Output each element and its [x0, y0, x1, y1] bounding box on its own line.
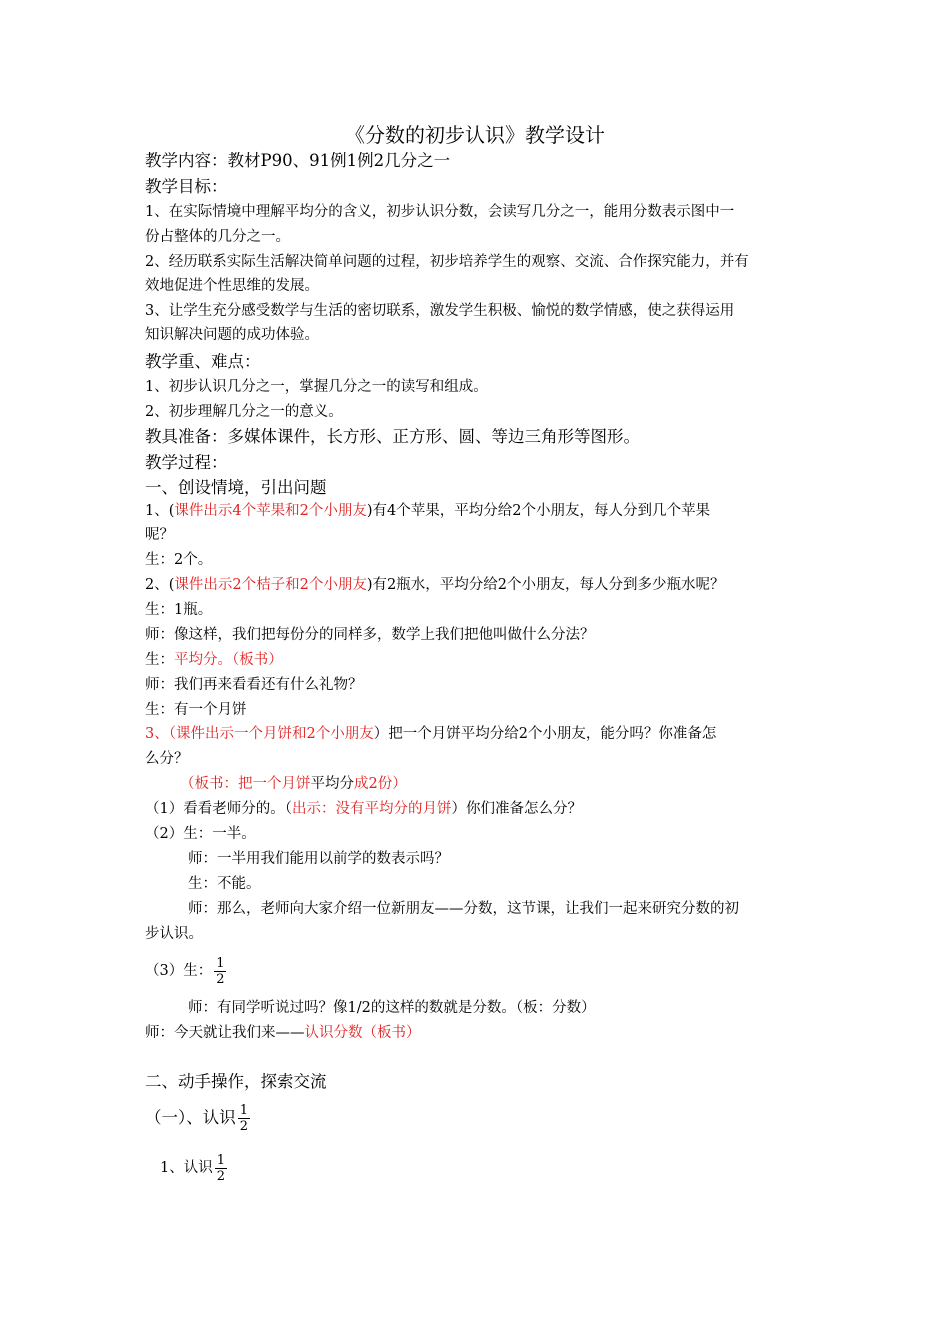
s1-question-1-cont: 呢？ — [145, 527, 174, 543]
s1-q1-red: 课件出示4个苹果和2个小朋友 — [174, 503, 367, 519]
fraction-one-half — [214, 956, 226, 987]
goal-2-line-2: 效地促进个性思维的发展。 — [145, 278, 319, 294]
fraction-one-half-3 — [215, 1153, 227, 1184]
fraction-numerator: 1 — [239, 1103, 249, 1118]
s1-question-1 — [145, 501, 710, 521]
s2-subheading-1 — [145, 1100, 250, 1136]
s1-q1-prefix: 1、( — [145, 503, 175, 519]
s1-question-3-cont: 么分？ — [145, 751, 189, 767]
key-point-1: 1、初步认识几分之一，掌握几分之一的读写和组成。 — [145, 379, 488, 395]
s1-part-3-prefix: （3）生： — [145, 963, 213, 979]
s1-answer-1: 生：2个。 — [145, 552, 213, 568]
goal-1-line-1: 1、在实际情境中理解平均分的含义，初步认识分数，会读写几分之一，能用分数表示图中一 — [145, 204, 735, 220]
goal-3-line-2: 知识解决问题的成功体验。 — [145, 327, 319, 343]
goal-2-line-1: 2、经历联系实际生活解决简单问题的过程，初步培养学生的观察、交流、合作探究能力，并有 — [145, 254, 749, 270]
key-point-2: 2、初步理解几分之一的意义。 — [145, 404, 343, 420]
fraction-numerator: 1 — [216, 1152, 226, 1168]
s1-part-2-teacher-1: 师：一半用我们能用以前学的数表示吗？ — [188, 851, 449, 867]
s1-conclusion-red: 认识分数（板书） — [304, 1025, 421, 1041]
process-heading: 教学过程： — [145, 453, 228, 472]
section-2-heading: 二、动手操作，探索交流 — [145, 1072, 327, 1091]
s1-part-3-teacher: 师：有同学听说过吗？像1/2的这样的数就是分数。（板：分数） — [188, 1000, 596, 1016]
s1-student-1-prefix: 生： — [145, 652, 174, 668]
key-heading: 教学重、难点： — [145, 352, 261, 371]
s1-answer-2: 生：1瓶。 — [145, 602, 213, 618]
s1-part-2-student-1: 生：不能。 — [188, 876, 261, 892]
s2-subheading-2 — [160, 1150, 227, 1186]
goals-heading: 教学目标： — [145, 177, 228, 196]
s1-q2-prefix: 2、( — [145, 577, 175, 593]
s2-subheading-2-text: 1、认识 — [160, 1160, 213, 1176]
s1-q2-rest: )有2瓶水，平均分给2个小朋友，每人分到多少瓶水呢？ — [366, 577, 725, 593]
fraction-denominator: 2 — [216, 1168, 226, 1184]
s1-part-1-red: 出示：没有平均分的月饼 — [291, 801, 452, 817]
s2-subheading-1-text: （一）、认识 — [145, 1108, 236, 1127]
s1-part-1-prefix: （1）看看老师分的。（ — [145, 801, 292, 817]
fraction-numerator: 1 — [216, 955, 225, 971]
s1-student-1-red: 平均分。（板书） — [174, 652, 283, 668]
s1-question-3 — [145, 724, 716, 744]
s1-student-2: 生：有一个月饼 — [145, 702, 247, 718]
fraction-one-half-2 — [238, 1103, 250, 1134]
s1-part-1 — [145, 799, 582, 819]
board-note-red-1: （板书：把一个月饼 — [180, 776, 311, 792]
s1-conclusion — [145, 1023, 421, 1043]
s1-part-2-teacher-2-cont: 步认识。 — [145, 926, 203, 942]
goal-1-line-2: 份占整体的几分之一。 — [145, 229, 290, 245]
goal-3-line-1: 3、让学生充分感受数学与生活的密切联系，激发学生积极、愉悦的数学情感，使之获得运用 — [145, 303, 735, 319]
s1-student-1 — [145, 650, 283, 670]
board-note-mid: 平均分 — [310, 776, 354, 792]
s1-q3-red: 3、（课件出示一个月饼和2个小朋友 — [145, 726, 374, 742]
section-1-heading: 一、创设情境，引出问题 — [145, 478, 327, 497]
s1-question-2 — [145, 575, 724, 595]
s1-teacher-2: 师：我们再来看看还有什么礼物？ — [145, 677, 363, 693]
board-note-red-2: 成2份） — [354, 776, 407, 792]
fraction-denominator: 2 — [216, 971, 225, 987]
fraction-denominator: 2 — [239, 1119, 249, 1134]
s1-part-1-rest: ）你们准备怎么分？ — [451, 801, 582, 817]
s1-part-2-teacher-2: 师：那么，老师向大家介绍一位新朋友——分数，这节课，让我们一起来研究分数的初 — [188, 901, 739, 917]
teaching-content: 教学内容：教材P90、91例1例2几分之一 — [145, 151, 451, 170]
s1-part-3 — [145, 953, 227, 989]
board-note — [180, 774, 407, 794]
s1-teacher-1: 师：像这样，我们把每份分的同样多，数学上我们把他叫做什么分法？ — [145, 627, 595, 643]
s1-q3-rest: ）把一个月饼平均分给2个小朋友，能分吗？你准备怎 — [373, 726, 717, 742]
document-title: 《分数的初步认识》教学设计 — [345, 123, 605, 147]
s1-q2-red: 课件出示2个桔子和2个小朋友 — [174, 577, 367, 593]
s1-part-2: （2）生：一半。 — [145, 826, 256, 842]
s1-conclusion-prefix: 师：今天就让我们来—— — [145, 1025, 305, 1041]
s1-q1-rest: )有4个苹果，平均分给2个小朋友，每人分到几个苹果 — [366, 503, 710, 519]
tools-line: 教具准备：多媒体课件，长方形、正方形、圆、等边三角形等图形。 — [145, 427, 640, 446]
